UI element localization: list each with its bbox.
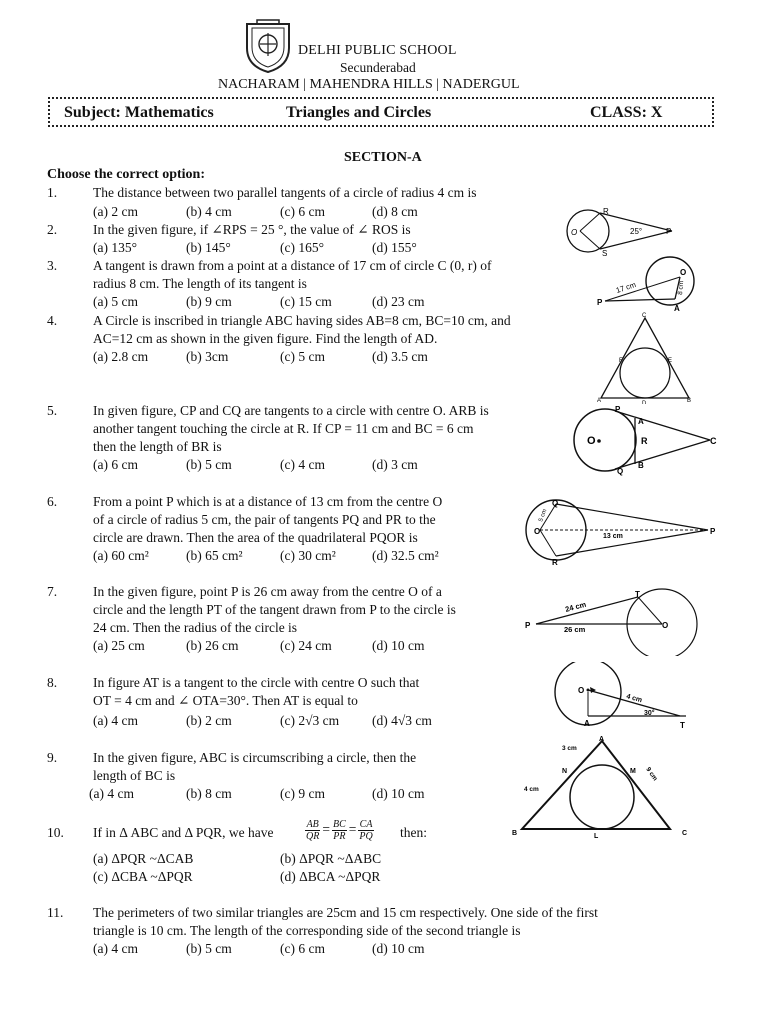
svg-text:F: F (619, 358, 623, 364)
svg-text:P: P (597, 298, 603, 307)
svg-text:Q: Q (617, 467, 624, 476)
svg-text:P: P (615, 405, 621, 414)
question-text: another tangent touching the circle at R. If CP = 11 cm and BC = 6 cm (93, 421, 474, 436)
svg-text:C: C (642, 313, 647, 319)
school-name: DELHI PUBLIC SCHOOL (298, 43, 457, 58)
svg-text:M: M (630, 768, 636, 775)
option: (d) ΔBCA ~ΔPQR (280, 869, 381, 884)
svg-text:L: L (594, 833, 599, 840)
svg-text:E: E (668, 358, 673, 364)
svg-text:R: R (641, 436, 648, 446)
svg-text:17 cm: 17 cm (614, 280, 638, 295)
figure-q4 (595, 312, 695, 404)
option: (b) 9 cm (186, 294, 232, 309)
question-text: A Circle is inscribed in triangle ABC having sides AB=8 cm, BC=10 cm, and (93, 313, 511, 328)
option: (c) 6 cm (280, 941, 325, 956)
option: (d) 23 cm (372, 294, 425, 309)
svg-text:A: A (597, 398, 602, 404)
svg-text:P: P (666, 227, 672, 236)
question-text: of a circle of radius 5 cm, the pair of tangents PQ and PR to the (93, 512, 436, 527)
question-number: 1. (47, 185, 58, 200)
school-city: Secunderabad (340, 60, 416, 75)
option: (b) 65 cm² (186, 548, 243, 563)
question-text: circle and the length PT of the tangent drawn from P to the circle is (93, 602, 456, 617)
svg-text:T: T (635, 590, 640, 599)
option: (d) 155° (372, 240, 417, 255)
option: (a) 5 cm (93, 294, 138, 309)
question-text: If in Δ ABC and Δ PQR, we have (93, 825, 274, 840)
question-text: The perimeters of two similar triangles are 25cm and 15 cm respectively. One side of the first (93, 905, 598, 920)
svg-text:9 cm: 9 cm (644, 766, 659, 783)
option: (b) 5 cm (186, 457, 232, 472)
question-text: In the given figure, ABC is circumscribing a circle, then the (93, 750, 417, 765)
option: (d) 4√3 cm (372, 713, 432, 728)
svg-text:4 cm: 4 cm (524, 786, 539, 793)
option: (a) 2 cm (93, 204, 138, 219)
instruction: Choose the correct option: (47, 167, 205, 182)
svg-text:C: C (682, 830, 688, 837)
question-text: triangle is 10 cm. The length of the corresponding side of the second triangle is (93, 923, 521, 938)
svg-text:B: B (687, 398, 692, 404)
option: (b) 4 cm (186, 204, 232, 219)
option: (c) 165° (280, 240, 325, 255)
question-text: The distance between two parallel tangents of a circle of radius 4 cm is (93, 185, 477, 200)
question-text: In figure AT is a tangent to the circle with centre O such that (93, 675, 420, 690)
option: (a) 4 cm (93, 941, 138, 956)
option: (a) ΔPQR ~ΔCAB (93, 851, 194, 866)
figure-q9 (512, 735, 697, 840)
svg-text:C: C (710, 436, 717, 446)
option: (a) 135° (93, 240, 138, 255)
svg-text:30°: 30° (644, 710, 655, 717)
question-text: AC=12 cm as shown in the given figure. Find the length of AD. (93, 331, 438, 346)
question-text: circle are drawn. Then the area of the quadrilateral PQOR is (93, 530, 418, 545)
option: (a) 25 cm (93, 638, 145, 653)
option: (c) 6 cm (280, 204, 325, 219)
question-text: radius 8 cm. The length of its tangent is (93, 276, 307, 291)
svg-text:13 cm: 13 cm (603, 533, 623, 540)
question-number: 9. (47, 750, 58, 765)
svg-text:5 cm: 5 cm (538, 508, 549, 523)
svg-text:R: R (552, 558, 558, 567)
option: (b) 8 cm (186, 786, 232, 801)
question-text: 24 cm. Then the radius of the circle is (93, 620, 298, 635)
question-number: 6. (47, 494, 58, 509)
option: (d) 32.5 cm² (372, 548, 439, 563)
question-number: 3. (47, 258, 58, 273)
svg-text:B: B (512, 830, 518, 837)
figure-q8 (548, 662, 693, 734)
svg-text:3 cm: 3 cm (562, 745, 577, 752)
option: (d) 10 cm (372, 786, 425, 801)
question-text: From a point P which is at a distance of 13 cm from the centre O (93, 494, 443, 509)
question-text: In the given figure, point P is 26 cm away from the centre O of a (93, 584, 442, 599)
option: (c) 5 cm (280, 349, 325, 364)
svg-text:D: D (642, 401, 647, 404)
question-number: 5. (47, 403, 58, 418)
option: (c) 4 cm (280, 457, 325, 472)
option: (b) 3cm (186, 349, 229, 364)
svg-text:P: P (710, 527, 716, 536)
question-number: 2. (47, 222, 58, 237)
figure-q7 (522, 588, 712, 656)
option: (a) 4 cm (89, 786, 134, 801)
option: (c) 2√3 cm (280, 713, 340, 728)
option: (d) 10 cm (372, 638, 425, 653)
svg-text:25°: 25° (630, 227, 643, 236)
option: (a) 4 cm (93, 713, 138, 728)
option: (b) 26 cm (186, 638, 239, 653)
figure-q6 (518, 498, 723, 568)
question-number: 10. (47, 825, 64, 840)
section-title: SECTION-A (344, 150, 422, 165)
svg-text:O: O (571, 228, 578, 237)
option: (a) 60 cm² (93, 548, 149, 563)
question-text: In given figure, CP and CQ are tangents to a circle with centre O. ARB is (93, 403, 489, 418)
svg-text:A: A (599, 736, 605, 743)
question-text: A tangent is drawn from a point at a distance of 17 cm of circle C (0, r) of (93, 258, 492, 273)
question-number: 7. (47, 584, 58, 599)
option: (b) 2 cm (186, 713, 232, 728)
figure-q2 (560, 205, 685, 257)
question-text: then the length of BR is (93, 439, 222, 454)
svg-text:Q: Q (552, 499, 559, 508)
svg-text:O: O (680, 268, 687, 277)
svg-text:O: O (587, 435, 596, 447)
svg-text:T: T (680, 721, 685, 730)
figure-q5 (565, 404, 725, 476)
svg-text:4 cm: 4 cm (625, 693, 643, 705)
svg-text:O: O (578, 686, 585, 695)
svg-text:N: N (562, 768, 568, 775)
svg-text:8 cm: 8 cm (677, 280, 686, 296)
question-text: length of BC is (93, 768, 176, 783)
svg-text:O: O (534, 527, 541, 536)
option: (c) ΔCBA ~ΔPQR (93, 869, 193, 884)
svg-text:A: A (674, 304, 680, 313)
question-text: OT = 4 cm and ∠ OTA=30°. Then AT is equal to (93, 693, 358, 708)
svg-text:S: S (602, 249, 608, 257)
question-number: 8. (47, 675, 58, 690)
svg-text:24 cm: 24 cm (564, 599, 588, 614)
svg-text:A: A (638, 417, 644, 426)
option: (c) 30 cm² (280, 548, 336, 563)
option: (a) 2.8 cm (93, 349, 149, 364)
question-number: 4. (47, 313, 58, 328)
topic-label: Triangles and Circles (286, 104, 432, 121)
svg-text:O: O (662, 621, 669, 630)
svg-text:R: R (603, 207, 609, 216)
option: (c) 15 cm (280, 294, 332, 309)
option: (d) 3.5 cm (372, 349, 428, 364)
option: (b) 145° (186, 240, 231, 255)
question-text: then: (400, 825, 427, 840)
class-label: CLASS: X (590, 104, 663, 121)
school-logo (243, 18, 293, 74)
option: (b) 5 cm (186, 941, 232, 956)
option: (d) 10 cm (372, 941, 425, 956)
option: (a) 6 cm (93, 457, 138, 472)
option: (d) 3 cm (372, 457, 418, 472)
option: (c) 24 cm (280, 638, 332, 653)
figure-q3 (595, 255, 695, 317)
option: (d) 8 cm (372, 204, 418, 219)
question-text: In the given figure, if ∠RPS = 25 °, the value of ∠ ROS is (93, 222, 411, 237)
svg-text:B: B (638, 461, 644, 470)
svg-text:P: P (525, 621, 531, 630)
ratio-equation: $\frac{AB}{QR}$ = $\frac{BC}{PR}$ = $\frac{CA}{PQ}$ (306, 819, 373, 842)
question-number: 11. (47, 905, 64, 920)
option: (c) 9 cm (280, 786, 325, 801)
option: (b) ΔPQR ~ΔABC (280, 851, 382, 866)
subject-label: Subject: Mathematics (64, 104, 214, 121)
school-branches: NACHARAM | MAHENDRA HILLS | NADERGUL (218, 77, 520, 92)
svg-text:26 cm: 26 cm (564, 625, 586, 634)
svg-text:A: A (584, 719, 590, 728)
